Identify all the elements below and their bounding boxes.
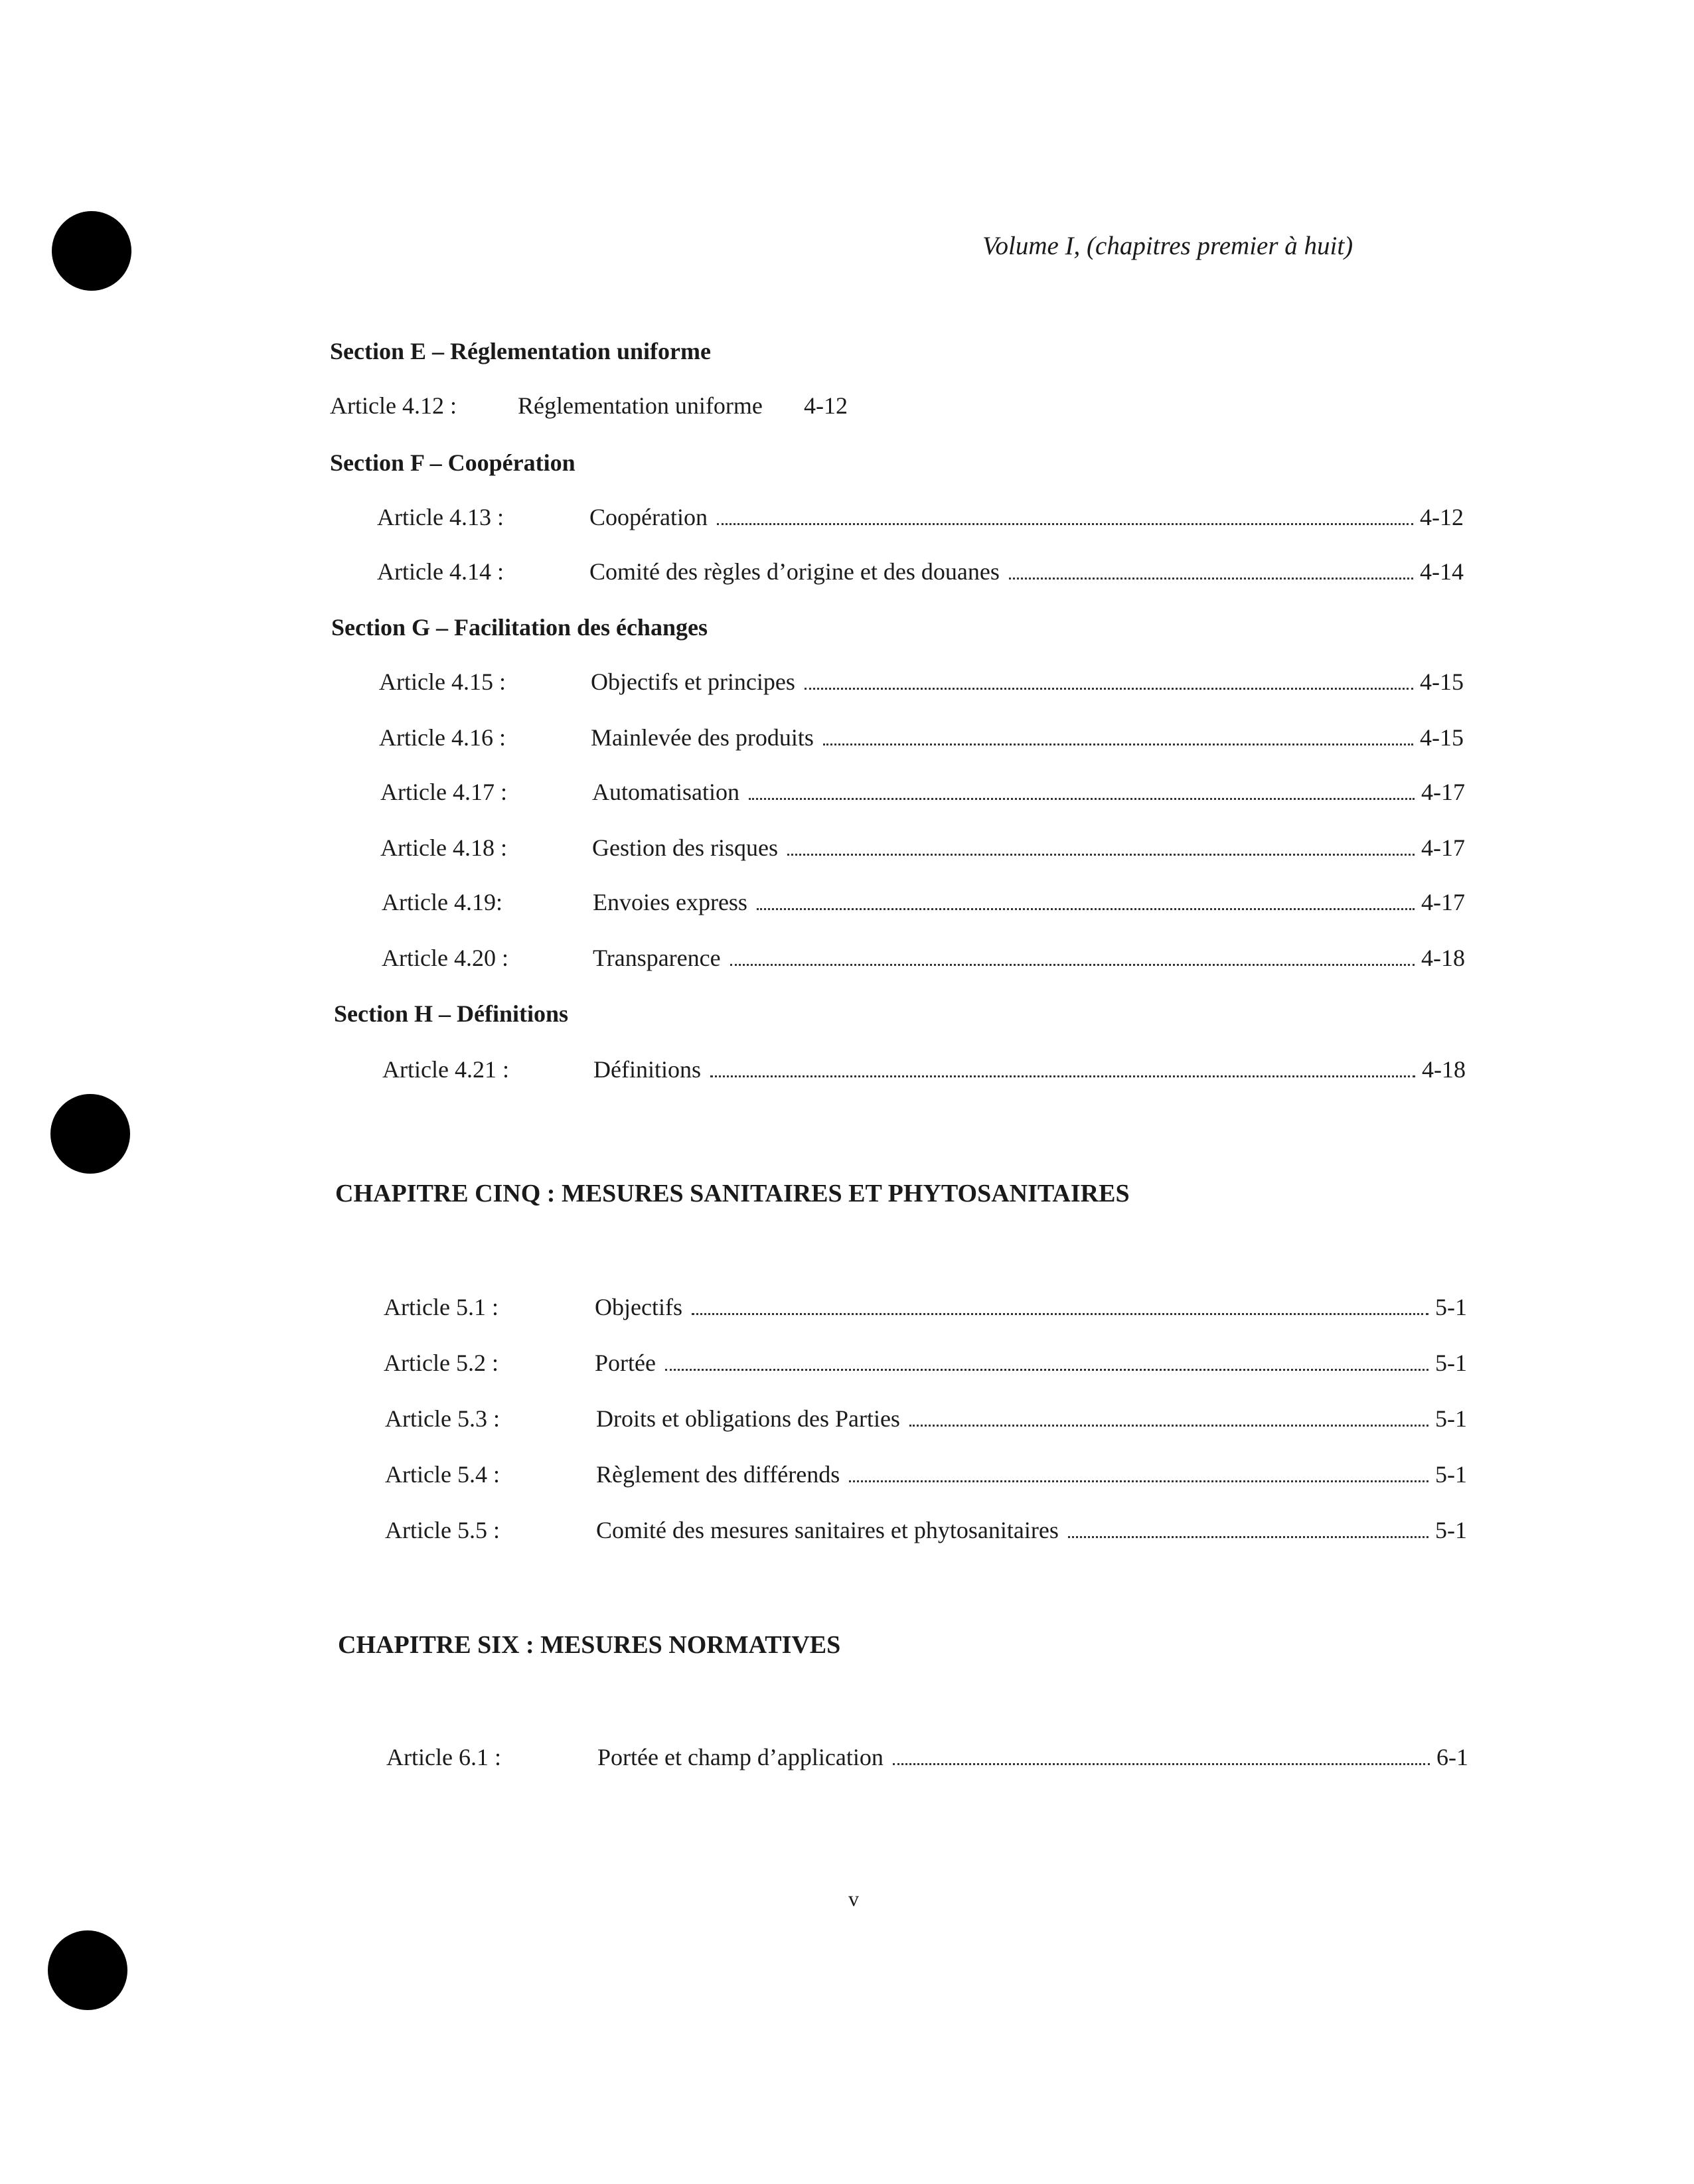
toc-article-number: Article 5.1 :: [384, 1294, 499, 1320]
running-header: Volume I, (chapitres premier à huit): [982, 232, 1353, 260]
section-e-heading: Section E – Réglementation uniforme: [330, 338, 711, 364]
toc-article-number: Article 4.13 :: [377, 504, 504, 530]
toc-article-title: Définitions: [593, 1056, 701, 1083]
toc-page-number: 4-14: [1420, 558, 1464, 585]
toc-entry-4-18[interactable]: [380, 834, 1465, 867]
toc-article-title: Portée: [595, 1350, 656, 1376]
dot-leader: [749, 798, 1415, 800]
dot-leader: [1068, 1536, 1428, 1538]
toc-article-title: Mainlevée des produits: [591, 724, 814, 751]
toc-article-title: Portée et champ d’application: [597, 1744, 884, 1770]
toc-page-number: 4-15: [1420, 724, 1464, 751]
dot-leader: [909, 1425, 1428, 1427]
toc-entry-4-12[interactable]: [330, 392, 927, 425]
toc-article-number: Article 5.4 :: [385, 1461, 500, 1488]
toc-entry-4-20[interactable]: [382, 944, 1465, 977]
dot-leader: [665, 1369, 1428, 1371]
toc-entry-4-13[interactable]: [377, 503, 1464, 536]
toc-page-number: 5-1: [1435, 1294, 1467, 1320]
toc-page-number: 4-17: [1421, 779, 1465, 805]
toc-entry-4-16[interactable]: [379, 724, 1464, 757]
toc-entry-5-4[interactable]: [385, 1460, 1467, 1494]
dot-leader: [757, 908, 1415, 910]
toc-entry-5-2[interactable]: [384, 1349, 1467, 1382]
toc-article-number: Article 4.15 :: [379, 668, 506, 695]
dot-leader: [893, 1763, 1430, 1765]
dot-leader: [849, 1480, 1428, 1482]
dot-leader: [787, 854, 1415, 856]
toc-article-title: Comité des règles d’origine et des douanes: [589, 558, 1000, 585]
dot-leader: [805, 688, 1413, 690]
toc-page-number: 5-1: [1435, 1517, 1467, 1543]
toc-page-number: 6-1: [1436, 1744, 1468, 1770]
toc-article-number: Article 4.14 :: [377, 558, 504, 585]
toc-entry-5-1[interactable]: [384, 1293, 1467, 1326]
toc-page-number: 4-15: [1420, 668, 1464, 695]
dot-leader: [1009, 578, 1413, 580]
section-f-heading: Section F – Coopération: [330, 449, 576, 476]
toc-page-number: 5-1: [1435, 1461, 1467, 1488]
toc-article-number: Article 4.20 :: [382, 945, 508, 971]
dot-leader: [823, 743, 1413, 745]
toc-entry-4-21[interactable]: [382, 1055, 1466, 1089]
toc-entry-4-14[interactable]: [377, 558, 1464, 591]
toc-entry-5-5[interactable]: [385, 1516, 1467, 1549]
toc-article-number: Article 5.2 :: [384, 1350, 499, 1376]
toc-article-number: Article 6.1 :: [386, 1744, 501, 1770]
toc-page-number: 4-18: [1422, 1056, 1466, 1083]
toc-article-title: Envoies express: [593, 889, 747, 915]
toc-page-number: 4-18: [1421, 945, 1465, 971]
toc-page-number: 5-1: [1435, 1405, 1467, 1432]
toc-entry-6-1[interactable]: [386, 1743, 1468, 1776]
toc-page-number: 4-12: [804, 392, 848, 419]
toc-article-number: Article 4.18 :: [380, 834, 507, 861]
toc-page-number: 5-1: [1435, 1350, 1467, 1376]
binder-hole-middle: [50, 1094, 130, 1174]
dot-leader: [692, 1313, 1428, 1315]
chapter-six-heading: CHAPITRE SIX : MESURES NORMATIVES: [338, 1631, 841, 1659]
dot-leader: [717, 523, 1413, 525]
toc-article-title: Comité des mesures sanitaires et phytosanitaires: [596, 1517, 1059, 1543]
section-h-heading: Section H – Définitions: [334, 1000, 569, 1027]
toc-entry-4-17[interactable]: [380, 778, 1465, 811]
binder-hole-bottom: [48, 1930, 127, 2010]
toc-article-number: Article 4.21 :: [382, 1056, 509, 1083]
toc-article-number: Article 4.16 :: [379, 724, 506, 751]
toc-entry-4-15[interactable]: [379, 668, 1464, 701]
toc-article-number: Article 4.19:: [382, 889, 502, 915]
toc-article-title: Réglementation uniforme: [518, 392, 763, 419]
toc-page-number: 4-17: [1421, 889, 1465, 915]
page-number: v: [848, 1887, 859, 1911]
toc-page-number: 4-17: [1421, 834, 1465, 861]
toc-article-number: Article 4.12 :: [330, 392, 457, 419]
dot-leader: [730, 964, 1415, 966]
toc-entry-4-19[interactable]: [382, 888, 1465, 921]
toc-article-number: Article 5.5 :: [385, 1517, 500, 1543]
toc-article-number: Article 5.3 :: [385, 1405, 500, 1432]
binder-hole-top: [52, 211, 131, 291]
chapter-five-heading: CHAPITRE CINQ : MESURES SANITAIRES ET PHYTOSANITAIRES: [335, 1180, 1130, 1208]
toc-page-number: 4-12: [1420, 504, 1464, 530]
toc-article-number: Article 4.17 :: [380, 779, 507, 805]
toc-article-title: Objectifs et principes: [591, 668, 795, 695]
toc-article-title: Droits et obligations des Parties: [596, 1405, 900, 1432]
toc-entry-5-3[interactable]: [385, 1405, 1467, 1438]
toc-article-title: Automatisation: [592, 779, 739, 805]
toc-article-title: Gestion des risques: [592, 834, 778, 861]
dot-leader: [710, 1075, 1415, 1077]
toc-article-title: Transparence: [593, 945, 721, 971]
toc-article-title: Coopération: [589, 504, 708, 530]
toc-article-title: Objectifs: [595, 1294, 682, 1320]
toc-article-title: Règlement des différends: [596, 1461, 840, 1488]
section-g-heading: Section G – Facilitation des échanges: [331, 614, 708, 641]
